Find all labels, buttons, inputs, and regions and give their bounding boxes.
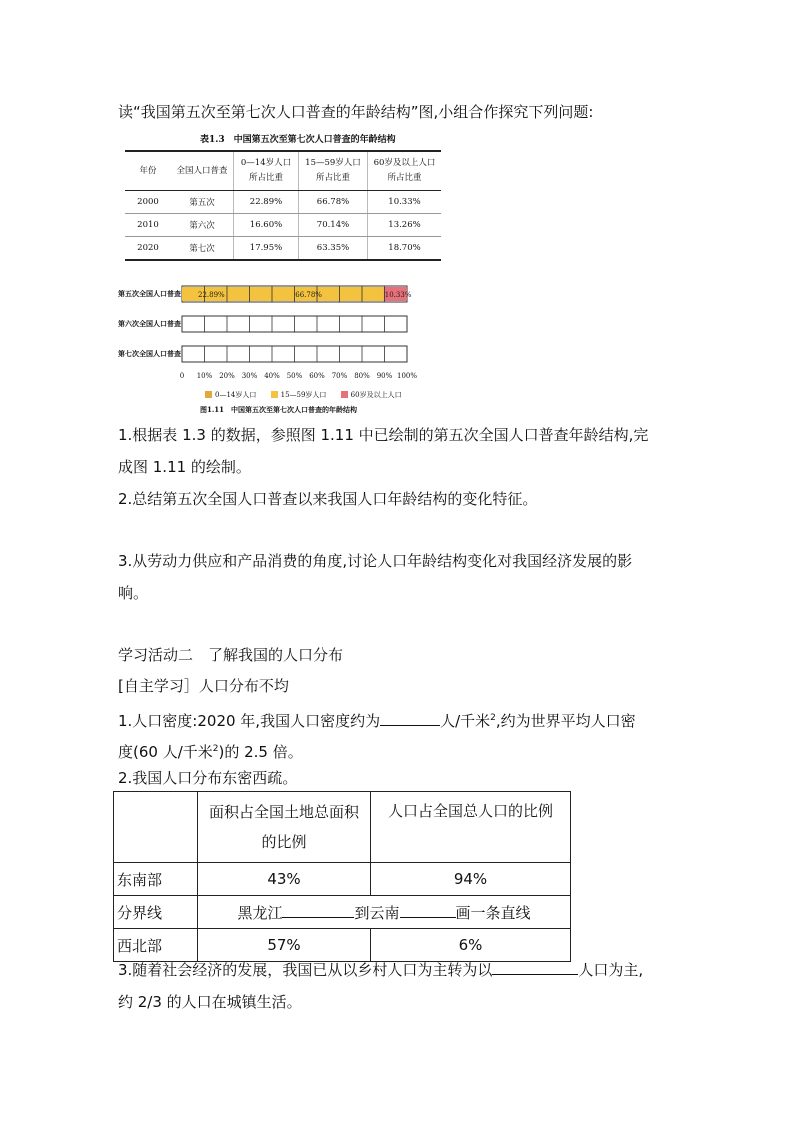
question-2: 2.总结第五次全国人口普查以来我国人口年龄结构的变化特征。: [118, 490, 538, 508]
tick-label: 20%: [219, 372, 235, 380]
legend-item-0-14: 0—14岁人口: [205, 391, 256, 399]
table-row: 2000 第五次 22.89% 66.78% 10.33%: [125, 191, 441, 214]
data-label: 66.78%: [295, 291, 322, 299]
urbanization-line-1: 3.随着社会经济的发展，我国已从以乡村人口为主转为以 人口为主,: [118, 961, 644, 979]
question-1-line-2: 成图 1.11 的绘制。: [118, 458, 251, 476]
bar-label-5th: 第五次全国人口普查: [118, 289, 181, 298]
boundary-line-cell: 黑龙江 到云南 画一条直线: [198, 896, 571, 929]
table13-caption: 表1.3 中国第五次至第七次人口普查的年龄结构: [200, 135, 396, 145]
table-row: 2010 第六次 16.60% 70.14% 13.26%: [125, 214, 441, 237]
activity-title: 学习活动二 了解我国的人口分布: [118, 646, 344, 664]
header-0-14: 0—14岁人口 所占比重: [234, 151, 299, 191]
tick-label: 50%: [286, 372, 303, 380]
header-census: 全国人口普查: [171, 151, 234, 191]
density-line-2: 度(60 人/千米$^2$)的 2.5 倍。: [118, 743, 303, 761]
tick-label: 10%: [196, 372, 213, 380]
density-line-1: 1.人口密度:2020 年,我国人口密度约为 人/千米$^2$,约为世界平均人口密: [118, 712, 636, 730]
bar-label-7th: 第七次全国人口普查: [118, 349, 181, 358]
data-label: 10.33%: [384, 291, 412, 299]
legend-item-15-59: 15—59岁人口: [271, 391, 327, 399]
table-row: 西北部 57% 6%: [114, 929, 571, 962]
tick-label: 90%: [376, 372, 393, 380]
header-15-59: 15—59岁人口 所占比重: [299, 151, 368, 191]
boundary-blank-1[interactable]: [282, 903, 354, 918]
chart-legend: [205, 390, 414, 400]
figure-caption: 图1.11 中国第五次至第七次人口普查的年龄结构: [200, 405, 358, 414]
legend-item-60-plus: 60岁及以上人口: [341, 391, 402, 399]
data-label: 22.89%: [198, 291, 225, 299]
question-3-line-2: 响。: [118, 584, 149, 602]
question-1-line-1: 1.根据表 1.3 的数据，参照图 1.11 中已绘制的第五次全国人口普查年龄结构,完: [118, 426, 649, 444]
age-structure-bar-chart: [0, 0, 794, 420]
tick-label: 60%: [309, 372, 325, 380]
header-population-share: 人口占全国总人口的比例: [371, 792, 571, 863]
tick-label: 80%: [354, 372, 370, 380]
urbanization-line-2: 约 2/3 的人口在城镇生活。: [118, 993, 302, 1011]
boundary-blank-2[interactable]: [400, 903, 456, 918]
self-study-heading: [自主学习］人口分布不均: [118, 677, 289, 695]
population-distribution-table: [113, 791, 571, 962]
tick-label: 40%: [264, 372, 280, 380]
distribution-heading: 2.我国人口分布东密西疏。: [118, 769, 298, 787]
tick-label: 70%: [331, 372, 348, 380]
header-60-plus: 60岁及以上人口 所占比重: [368, 151, 442, 191]
tick-label: 100%: [396, 372, 418, 380]
tick-label: 0: [179, 372, 185, 380]
intro-text: 读“我国第五次至第七次人口普查的年龄结构”图,小组合作探究下列问题:: [118, 103, 594, 121]
header-year: 年份: [125, 151, 171, 191]
table-row: 东南部 43% 94%: [114, 863, 571, 896]
header-area-share: 面积占全国土地总面积 的比例: [198, 792, 371, 863]
bar-label-6th: 第六次全国人口普查: [118, 319, 181, 328]
table-row: 分界线 黑龙江 到云南 画一条直线: [114, 896, 571, 929]
tick-label: 30%: [241, 372, 258, 380]
urbanization-blank[interactable]: [492, 960, 578, 975]
table-row: 2020 第七次 17.95% 63.35% 18.70%: [125, 237, 441, 261]
density-blank[interactable]: [380, 711, 440, 726]
question-3-line-1: 3.从劳动力供应和产品消费的角度,讨论人口年龄结构变化对我国经济发展的影: [118, 552, 633, 570]
